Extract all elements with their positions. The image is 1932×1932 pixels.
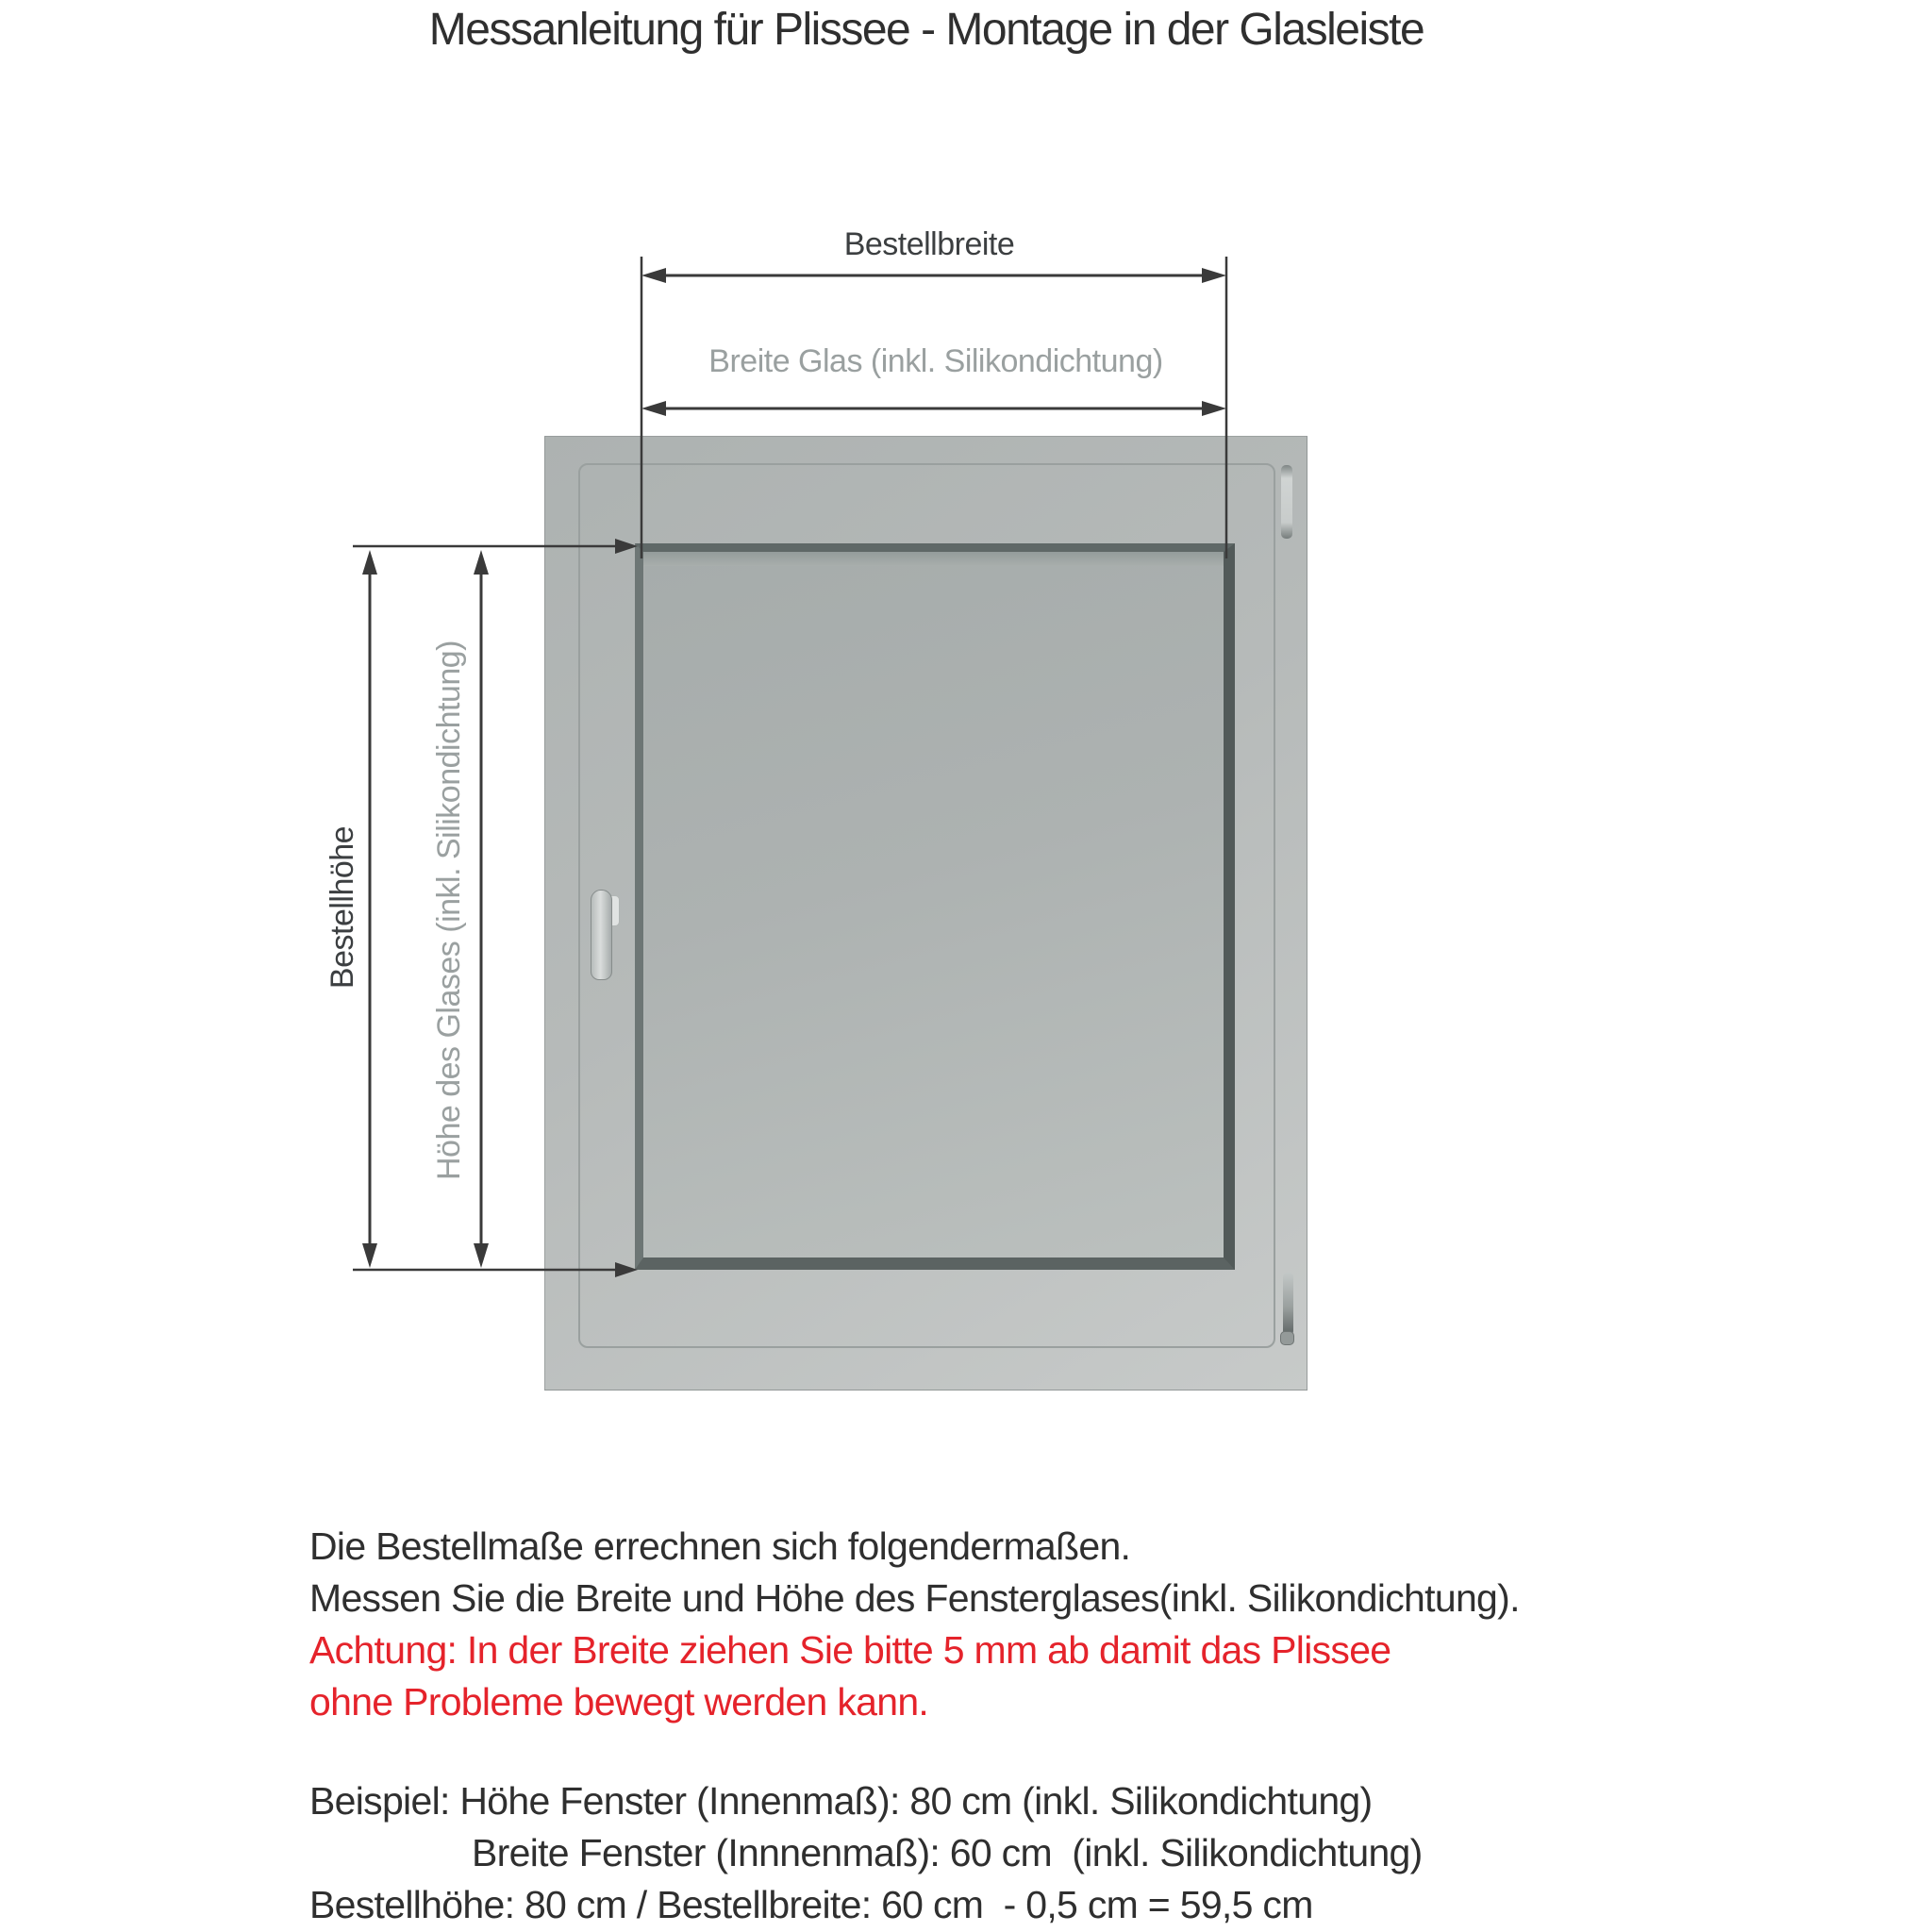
dim-order-width-arrow: [641, 268, 1226, 283]
instructions-block: [309, 1521, 1520, 1728]
label-order-height: Bestellhöhe: [325, 825, 360, 990]
label-glass-width: Breite Glas (inkl. Silikondichtung): [708, 343, 1163, 379]
example-line: Beispiel: Höhe Fenster (Innenmaß): 80 cm (inkl. Silikondichtung): [309, 1779, 1373, 1823]
window-hinge-bottom-knob: [1280, 1331, 1294, 1345]
dim-order-height-arrow: [362, 550, 377, 1268]
window-handle: [591, 890, 612, 980]
page-title: Messanleitung für Plissee - Montage in der Glasleiste: [428, 5, 1424, 55]
window-hinge-bottom: [1283, 1273, 1293, 1335]
example-line: Breite Fenster (Innnenmaß): 60 cm (inkl. Silikondichtung): [472, 1831, 1423, 1874]
example-line: Bestellhöhe: 80 cm / Bestellbreite: 60 cm - 0,5 cm = 59,5 cm: [309, 1883, 1313, 1926]
dim-glass-width-arrow: [641, 401, 1226, 416]
example-block: [309, 1775, 1423, 1931]
instruction-line: Die Bestellmaße errechnen sich folgendermaßen.: [309, 1524, 1131, 1568]
window-glass: [635, 543, 1235, 1270]
label-glass-height: Höhe des Glases (inkl. Silikondichtung): [431, 641, 467, 1181]
window-hinge-top: [1281, 465, 1292, 539]
warning-line: ohne Probleme bewegt werden kann.: [309, 1680, 929, 1724]
instruction-line: Messen Sie die Breite und Höhe des Fensterglases(inkl. Silikondichtung).: [309, 1576, 1520, 1620]
label-order-width: Bestellbreite: [843, 226, 1015, 262]
window-illustration: [544, 436, 1307, 1391]
glass-seal-strip: [643, 552, 1224, 566]
warning-line: Achtung: In der Breite ziehen Sie bitte 5 mm ab damit das Plissee: [309, 1628, 1391, 1672]
dim-glass-height-arrow: [474, 550, 489, 1268]
